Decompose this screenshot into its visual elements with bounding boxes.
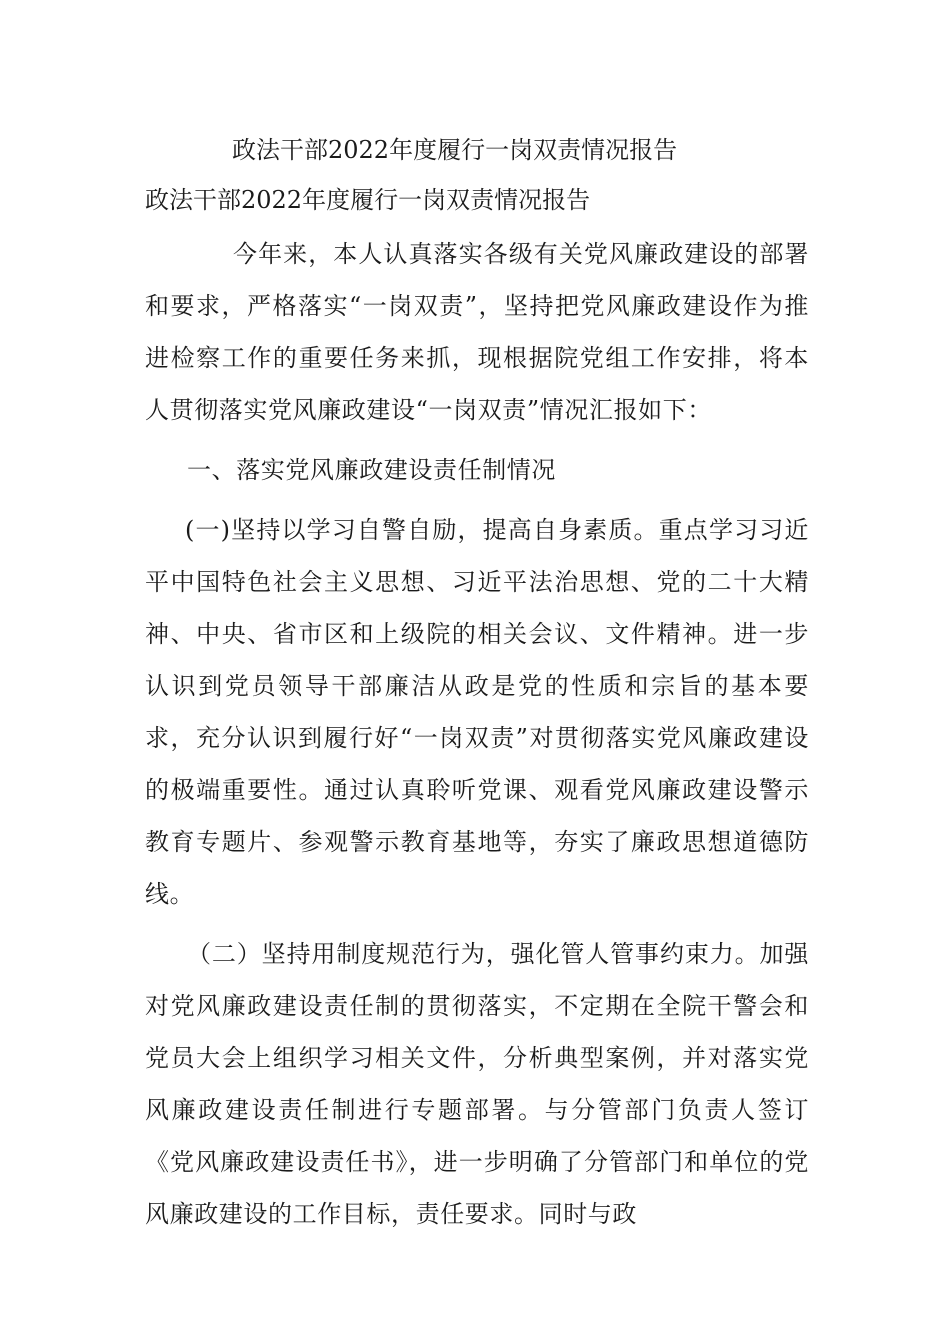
section-heading: 一、落实党风廉政建设责任制情况 [187,456,556,484]
body-paragraph-1: (一)坚持以学习自警自励，提高自身素质。重点学习习近平中国特色社会主义思想、习近平法治思想、党的二十大精神、中央、省市区和上级院的相关会议、文件精神。进一步认识到党员领导干部廉洁从政是党的性质和宗旨的基本要求，充分认识到履行好“一岗双责”对贯彻落实党风廉政建设的极端重要性。通过认真聆听党课、观看党风廉政建设警示教育专题片、参观警示教育基地等，夯实了廉政思想道德防线。 [145,516,809,908]
document-subtitle: 政法干部2022年度履行一岗双责情况报告 [145,186,591,214]
intro-paragraph: 今年来，本人认真落实各级有关党风廉政建设的部署和要求，严格落实“一岗双责”，坚持把党风廉政建设作为推进检察工作的重要任务来抓，现根据院党组工作安排，将本人贯彻落实党风廉政建设“一岗双责”情况汇报如下： [145,240,809,424]
body-paragraph-2: （二）坚持用制度规范行为，强化管人管事约束力。加强对党风廉政建设责任制的贯彻落实，不定期在全院干警会和党员大会上组织学习相关文件，分析典型案例，并对落实党风廉政建设责任制进行专题部署。与分管部门负责人签订《党风廉政建设责任书》，进一步明确了分管部门和单位的党风廉政建设的工作目标，责任要求。同时与政 [145,940,809,1228]
document-title: 政法干部2022年度履行一岗双责情况报告 [232,136,678,164]
document-body [145,228,809,1240]
